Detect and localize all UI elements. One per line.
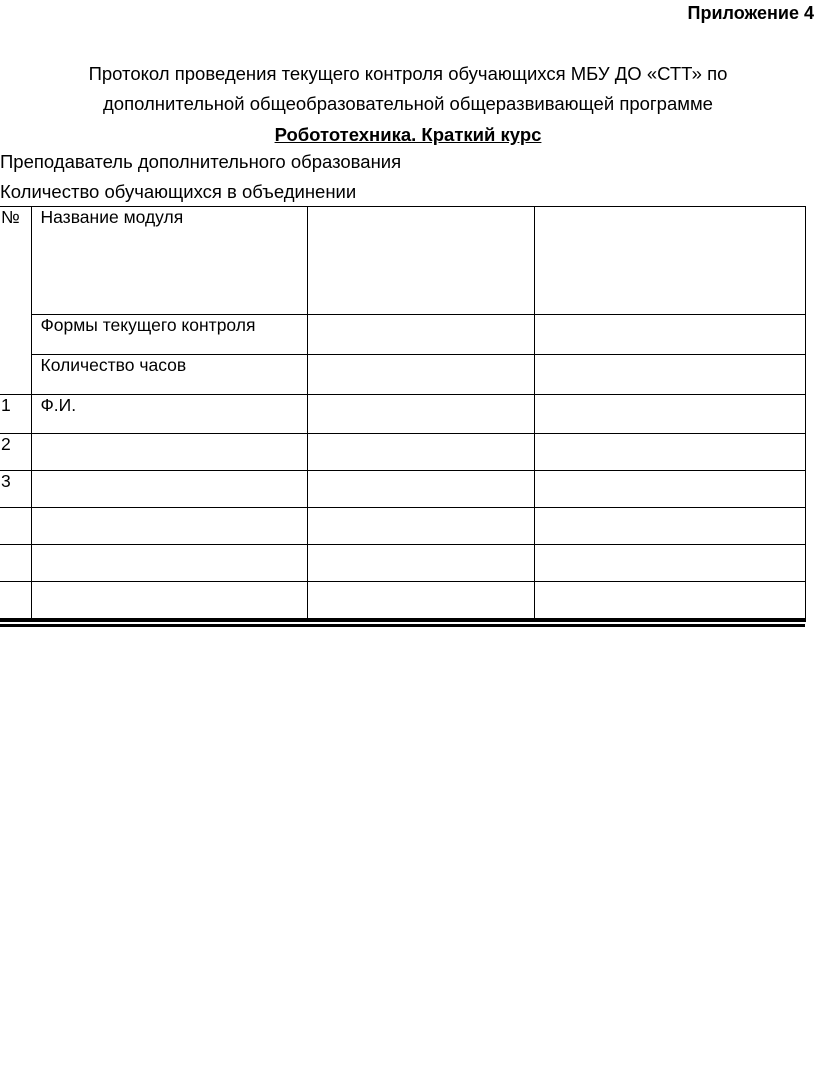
student-name-cell[interactable] xyxy=(31,434,307,471)
control-forms-row xyxy=(0,315,805,355)
hours-cell-2[interactable] xyxy=(534,355,805,395)
table-header-row xyxy=(0,207,805,315)
teacher-label: Преподаватель дополнительного образования xyxy=(0,151,402,172)
row-number: 3 xyxy=(0,471,31,508)
student-name-cell[interactable] xyxy=(31,508,307,545)
student-name-cell[interactable] xyxy=(31,471,307,508)
table-row xyxy=(0,582,805,622)
control-forms-label: Формы текущего контроля xyxy=(31,315,307,355)
document-title-line-2: дополнительной общеобразовательной общеразвивающей программе xyxy=(103,93,713,114)
number-cell-empty xyxy=(0,315,31,355)
table-row xyxy=(0,434,805,471)
hours-cell-1[interactable] xyxy=(307,355,534,395)
student-cell[interactable] xyxy=(534,471,805,508)
student-cell[interactable] xyxy=(534,582,805,622)
student-cell[interactable] xyxy=(534,545,805,582)
control-forms-cell-1[interactable] xyxy=(307,315,534,355)
program-name: Робототехника. Краткий курс xyxy=(274,124,542,145)
student-cell[interactable] xyxy=(534,508,805,545)
number-header: № xyxy=(0,207,31,315)
table-row xyxy=(0,395,805,434)
protocol-table xyxy=(0,206,806,622)
student-cell[interactable] xyxy=(307,508,534,545)
student-name-cell[interactable] xyxy=(31,545,307,582)
student-cell[interactable] xyxy=(307,545,534,582)
appendix-label: Приложение 4 xyxy=(687,3,814,23)
student-cell[interactable] xyxy=(307,471,534,508)
control-forms-cell-2[interactable] xyxy=(534,315,805,355)
module-cell-1[interactable] xyxy=(307,207,534,315)
student-name-cell[interactable] xyxy=(31,582,307,622)
hours-row xyxy=(0,355,805,395)
student-cell[interactable] xyxy=(307,434,534,471)
row-number xyxy=(0,582,31,622)
table-row xyxy=(0,545,805,582)
hours-label: Количество часов xyxy=(31,355,307,395)
row-number: 1 xyxy=(0,395,31,434)
number-cell-empty xyxy=(0,355,31,395)
document-title-line-1: Протокол проведения текущего контроля обучающихся МБУ ДО «СТТ» по xyxy=(88,63,728,84)
bottom-divider xyxy=(0,618,805,621)
student-cell[interactable] xyxy=(307,395,534,434)
row-number xyxy=(0,508,31,545)
student-cell[interactable] xyxy=(534,395,805,434)
row-number: 2 xyxy=(0,434,31,471)
fio-label: Ф.И. xyxy=(31,395,307,434)
student-cell[interactable] xyxy=(307,582,534,622)
module-name-label: Название модуля xyxy=(31,207,307,315)
row-number xyxy=(0,545,31,582)
module-cell-2[interactable] xyxy=(534,207,805,315)
bottom-divider xyxy=(0,624,805,627)
table-row xyxy=(0,508,805,545)
table-row xyxy=(0,471,805,508)
students-count-label: Количество обучающихся в объединении xyxy=(0,181,357,202)
student-cell[interactable] xyxy=(534,434,805,471)
